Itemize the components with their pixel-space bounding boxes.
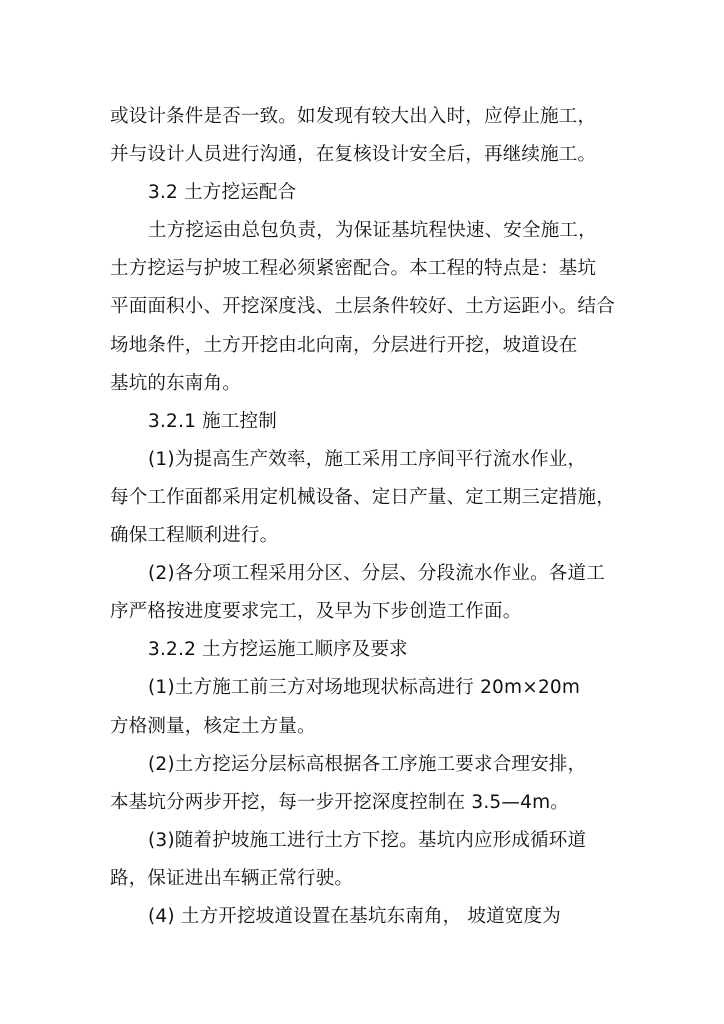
paragraph-line: (4) 土方开挖坡道设置在基坑东南角， 坡道宽度为 (148, 905, 561, 927)
paragraph-line: 平面面积小、开挖深度浅、土层条件较好、土方运距小。结合 (110, 296, 615, 318)
paragraph-line: (2)土方挖运分层标高根据各工序施工要求合理安排， (148, 753, 587, 775)
paragraph-line: 土方挖运由总包负责，为保证基坑程快速、安全施工， (148, 220, 597, 242)
paragraph-line: 或设计条件是否一致。如发现有较大出入时，应停止施工， (110, 106, 597, 127)
subsection-heading: 3.2.2 土方挖运施工顺序及要求 (148, 639, 408, 661)
paragraph-line: 并与设计人员进行沟通，在复核设计安全后，再继续施工。 (110, 144, 597, 166)
document-body (110, 98, 640, 936)
paragraph-line: 土方挖运与护坡工程必须紧密配合。本工程的特点是：基坑 (110, 258, 597, 280)
section-heading: 3.2 土方挖运配合 (148, 182, 297, 204)
subsection-heading: 3.2.1 施工控制 (148, 410, 277, 432)
paragraph-line: 本基坑分两步开挖，每一步开挖深度控制在 3.5—4m。 (110, 791, 569, 813)
paragraph-line: 场地条件，土方开挖由北向南，分层进行开挖，坡道设在 (110, 334, 578, 356)
paragraph-line: 方格测量，核定土方量。 (110, 715, 316, 737)
paragraph-line: (3)随着护坡施工进行土方下挖。基坑内应形成循环道 (148, 829, 587, 851)
paragraph-line: (1)为提高生产效率，施工采用工序间平行流水作业， (148, 448, 587, 470)
paragraph-line: 序严格按进度要求完工，及早为下步创造工作面。 (110, 601, 522, 623)
paragraph-line: (2)各分项工程采用分区、分层、分段流水作业。各道工 (148, 563, 605, 585)
paragraph-line: 路，保证进出车辆正常行驶。 (110, 867, 354, 889)
paragraph-line: 确保工程顺利进行。 (110, 525, 279, 547)
paragraph-line: (1)土方施工前三方对场地现状标高进行 20m×20m (148, 677, 581, 699)
paragraph-line: 每个工作面都采用定机械设备、定日产量、定工期三定措施， (110, 486, 615, 508)
paragraph-line: 基坑的东南角。 (110, 372, 241, 394)
